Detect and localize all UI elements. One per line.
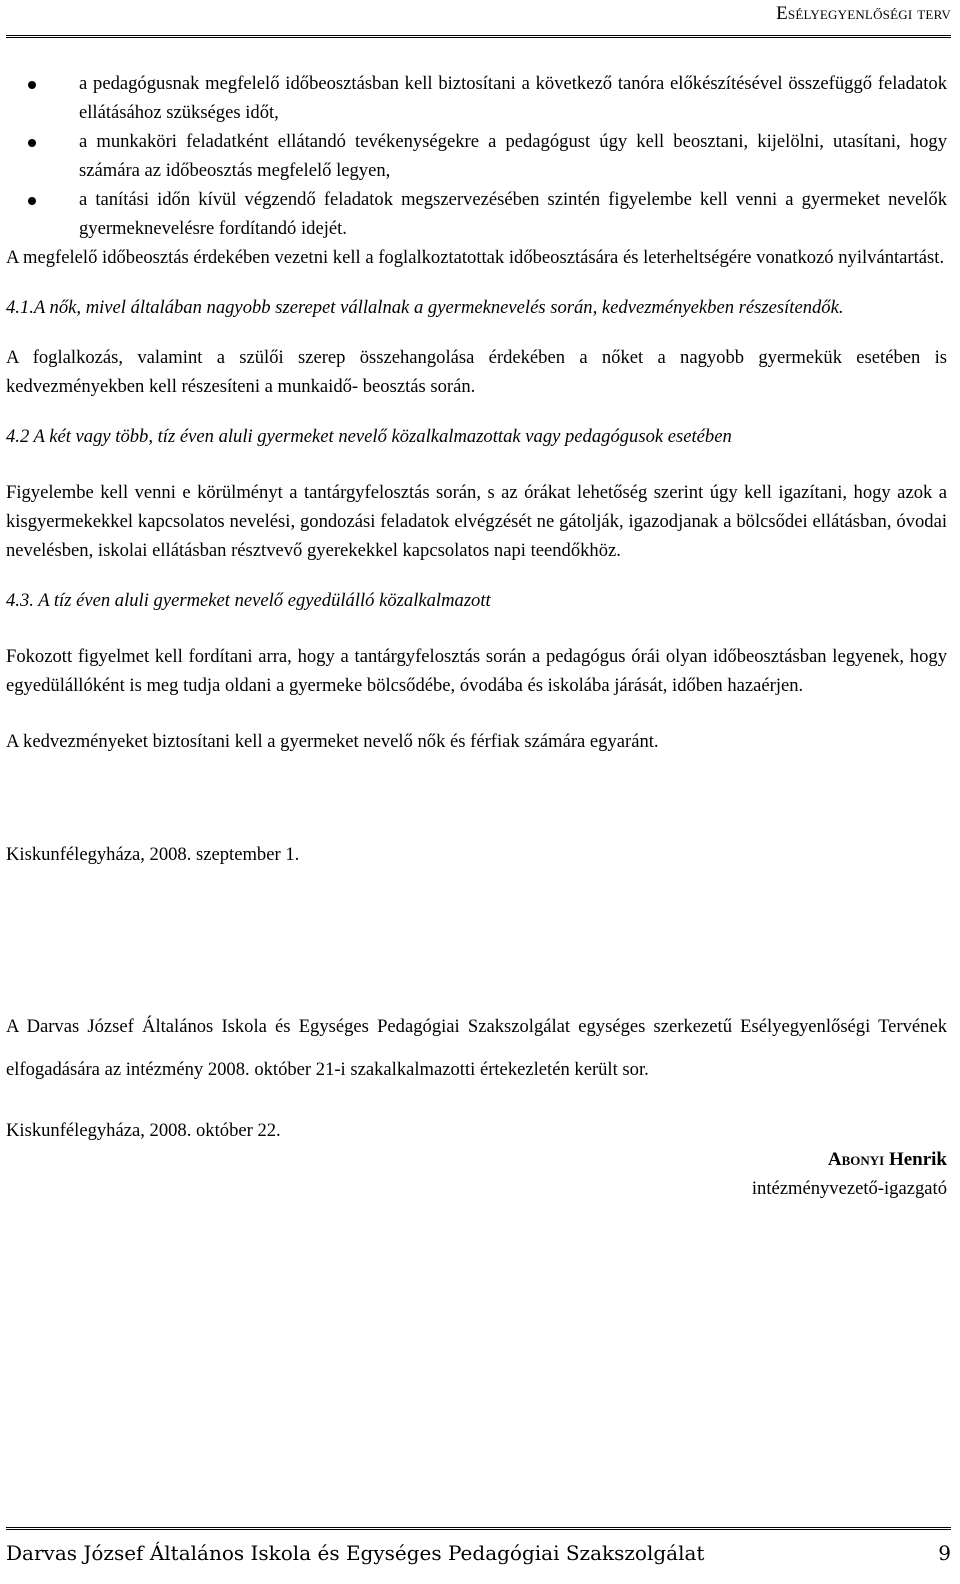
signatory-title: intézményvezető-igazgató — [751, 1178, 947, 1199]
header-title: Esélyegyenlőségi terv — [776, 3, 951, 24]
bullet-item — [6, 127, 947, 185]
adoption-paragraph: A Darvas József Általános Iskola és Egységes Pedagógiai Szakszolgálat egységes szerkezetű Esélyegyenlőségi Tervének elfogadására az intézmény 2008. október 21-i szakalkalmazotti értekezletén került sor. — [6, 1016, 947, 1080]
page-footer — [6, 1527, 951, 1584]
bullet-dot-icon — [28, 139, 36, 147]
signatory-given-name: Henrik — [888, 1149, 947, 1170]
bullet-text: a tanítási időn kívül végzendő feladatok megszervezésében szintén figyelembe kell venni a gyermeket nevelők gyermeknevelésre fordítandó idejét. — [79, 189, 947, 239]
page-header — [6, 0, 951, 38]
signatory-name — [6, 1145, 947, 1174]
place-date-1: Kiskunfélegyháza, 2008. szeptember 1. — [6, 844, 300, 865]
section-4-1-heading: 4.1.A nők, mivel általában nagyobb szerepet vállalnak a gyermeknevelés során, kedvezményekben részesítendők. — [6, 297, 844, 318]
signatory-surname: Abonyi — [827, 1149, 885, 1170]
bullet-text: a munkaköri feladatként ellátandó tevékenységekre a pedagógust úgy kell beosztani, kijelölni, utasítani, hogy számára az időbeosztás megfelelő legyen, — [79, 131, 947, 181]
section-4-1-text: A foglalkozás, valamint a szülői szerep összehangolása érdekében a nőket a nagyobb gyermekük esetében is kedvezményekben kell részesíteni a munkaidő- beosztás során. — [6, 347, 947, 397]
place-date-2: Kiskunfélegyháza, 2008. október 22. — [6, 1120, 281, 1141]
bullet-item — [6, 185, 947, 243]
closing-paragraph: A kedvezményeket biztosítani kell a gyermeket nevelő nők és férfiak számára egyaránt. — [6, 731, 659, 752]
footer-school-name: Darvas József Általános Iskola és Egységes Pedagógiai Szakszolgálat — [6, 1541, 705, 1565]
document-body — [6, 69, 947, 1203]
section-4-3-heading: 4.3. A tíz éven aluli gyermeket nevelő egyedülálló közalkalmazott — [6, 590, 491, 611]
bullet-dot-icon — [28, 81, 36, 89]
bullet-list — [6, 69, 947, 243]
bullet-text: a pedagógusnak megfelelő időbeosztásban kell biztosítani a következő tanóra előkészítésével összefüggő feladatok ellátásához szükséges időt, — [79, 73, 947, 123]
section-4-2-text: Figyelembe kell venni e körülményt a tantárgyfelosztás során, s az órákat lehetőség szerint úgy kell igazítani, hogy azok a kisgyermekekkel kapcsolatos nevelési, gondozási feladatok elvégzését ne gátolják, igazodjanak a bölcsődei ellátásban, óvodai nevelésben, iskolai ellátásban résztvevő gyerekekkel kapcsolatos napi teendőkhöz. — [6, 482, 947, 561]
page-number: 9 — [938, 1541, 951, 1565]
bullet-dot-icon — [28, 197, 36, 205]
bullet-item — [6, 69, 947, 127]
section-4-2-heading: 4.2 A két vagy több, tíz éven aluli gyermeket nevelő közalkalmazottak vagy pedagógusok esetében — [6, 426, 732, 447]
signature-block — [6, 1145, 947, 1203]
paragraph-schedule-register: A megfelelő időbeosztás érdekében vezetni kell a foglalkoztatottak időbeosztására és leterheltségére vonatkozó nyilvántartást. — [6, 247, 945, 268]
section-4-3-text: Fokozott figyelmet kell fordítani arra, hogy a tantárgyfelosztás során a pedagógus órái olyan időbeosztásban legyenek, hogy egyedülállóként is meg tudja oldani a gyermeke bölcsődébe, óvodába és iskolába járását, időben hazaérjen. — [6, 646, 947, 696]
